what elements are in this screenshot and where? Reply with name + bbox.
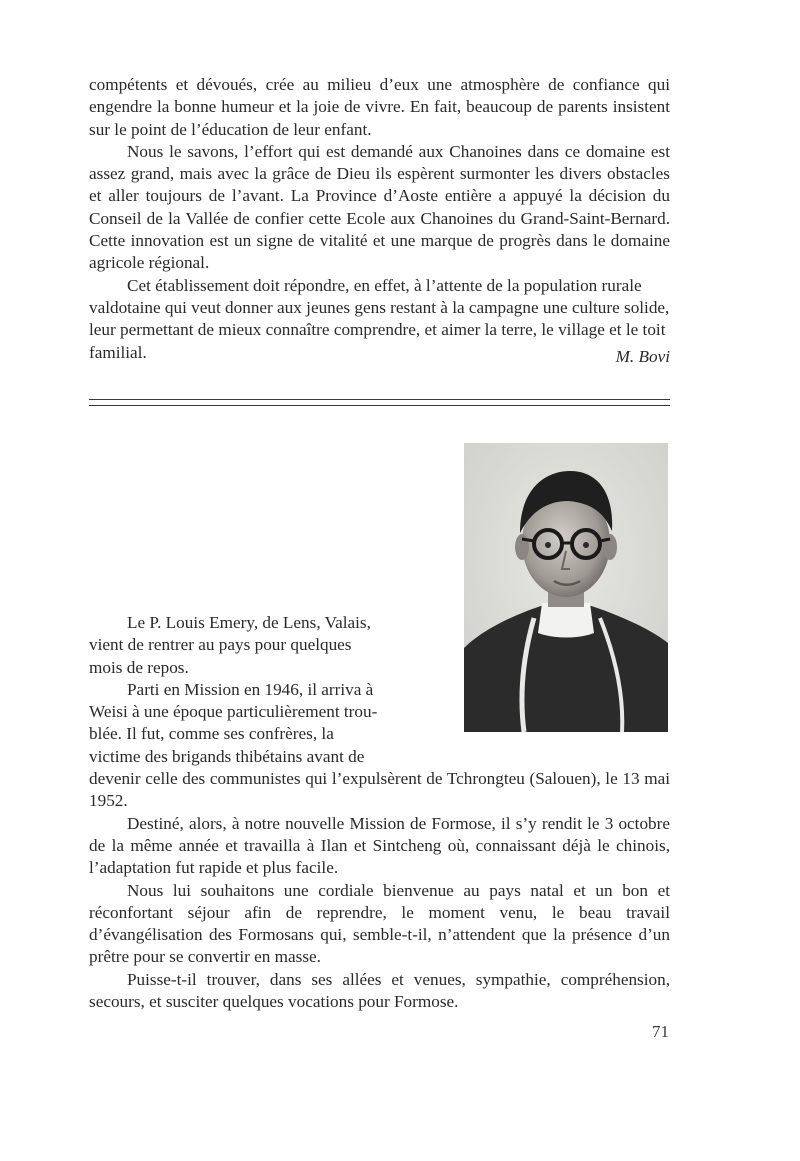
page-number: 71	[652, 1022, 669, 1041]
author-signature: M. Bovi	[615, 346, 670, 366]
wrapped-text-column	[89, 612, 441, 768]
signature-row	[89, 346, 670, 386]
closing-line	[89, 275, 670, 364]
separator-rule-bottom	[89, 405, 670, 406]
bottom-p2-line-4: victime des brigands thibétains avant de	[89, 746, 365, 766]
bottom-p1-line-1: Le P. Louis Emery, de Lens, Valais,	[127, 613, 371, 632]
separator-rule-top	[89, 399, 670, 400]
top-paragraph-2: Nous le savons, l’effort qui est demandé aux Chanoines dans ce domaine est assez grand, mais avec la grâce de Dieu ils espèrent surmonter les divers obstacles et aller toujours de l’avant. La Province d’Aoste entière a appuyé la décision du Conseil de la Vallée de confier cette Ecole aux Chanoines du Grand-Saint-Bernard. Cette innovation est un signe de vitalité et une marque de progrès dans le domaine agricole régional.	[89, 141, 670, 273]
bottom-p1-line-3: mois de repos.	[89, 657, 189, 677]
top-paragraph-3: Cet établissement doit répondre, en effet, à l’attente de la population rurale valdotaine qui veut donner aux jeunes gens restant à la campagne une culture solide, leur permettant de mieux connaître comprendre, et aimer la terre, le village et le toit familial.	[89, 275, 670, 362]
bottom-paragraph-2-continued: devenir celle des communistes qui l’expulsèrent de Tchrongteu (Salouen), le 13 mai 1952.	[89, 769, 670, 811]
top-article	[89, 74, 670, 386]
bottom-p1-line-2: vient de rentrer au pays pour quelques	[89, 635, 352, 655]
bottom-p2-line-3: blée. Il fut, comme ses confrères, la	[89, 724, 334, 744]
bottom-paragraph-1	[89, 612, 441, 679]
top-paragraph-1: compétents et dévoués, crée au milieu d’eux une atmosphère de confiance qui engendre la bonne humeur et la joie de vivre. En fait, beaucoup de parents insistent sur le point de l’éducation de leur enfant.	[89, 75, 670, 139]
bottom-p2-line-1: Parti en Mission en 1946, il arriva à	[127, 679, 374, 699]
bottom-article	[89, 612, 670, 1013]
bottom-paragraph-2-start	[89, 679, 441, 768]
bottom-p2-line-2: Weisi à une époque particulièrement trou-	[89, 702, 378, 722]
bottom-paragraph-3: Destiné, alors, à notre nouvelle Mission de Formose, il s’y rendit le 3 octobre de la même année et travailla à Ilan et Sintcheng où, connaissant déjà le chinois, l’adaptation fut rapide et plus facile.	[89, 813, 670, 878]
bottom-paragraph-5: Puisse-t-il trouver, dans ses allées et venues, sympathie, compréhension, secours, et susciter quelques vocations pour Formose.	[89, 969, 670, 1012]
bottom-paragraph-4: Nous lui souhaitons une cordiale bienvenue au pays natal et un bon et réconfortant séjour afin de reprendre, le moment venu, le beau travail d’évangélisation des Formosans qui, semble-t-il, n’attendent que la présence d’un prêtre pour se convertir en masse.	[89, 880, 670, 967]
